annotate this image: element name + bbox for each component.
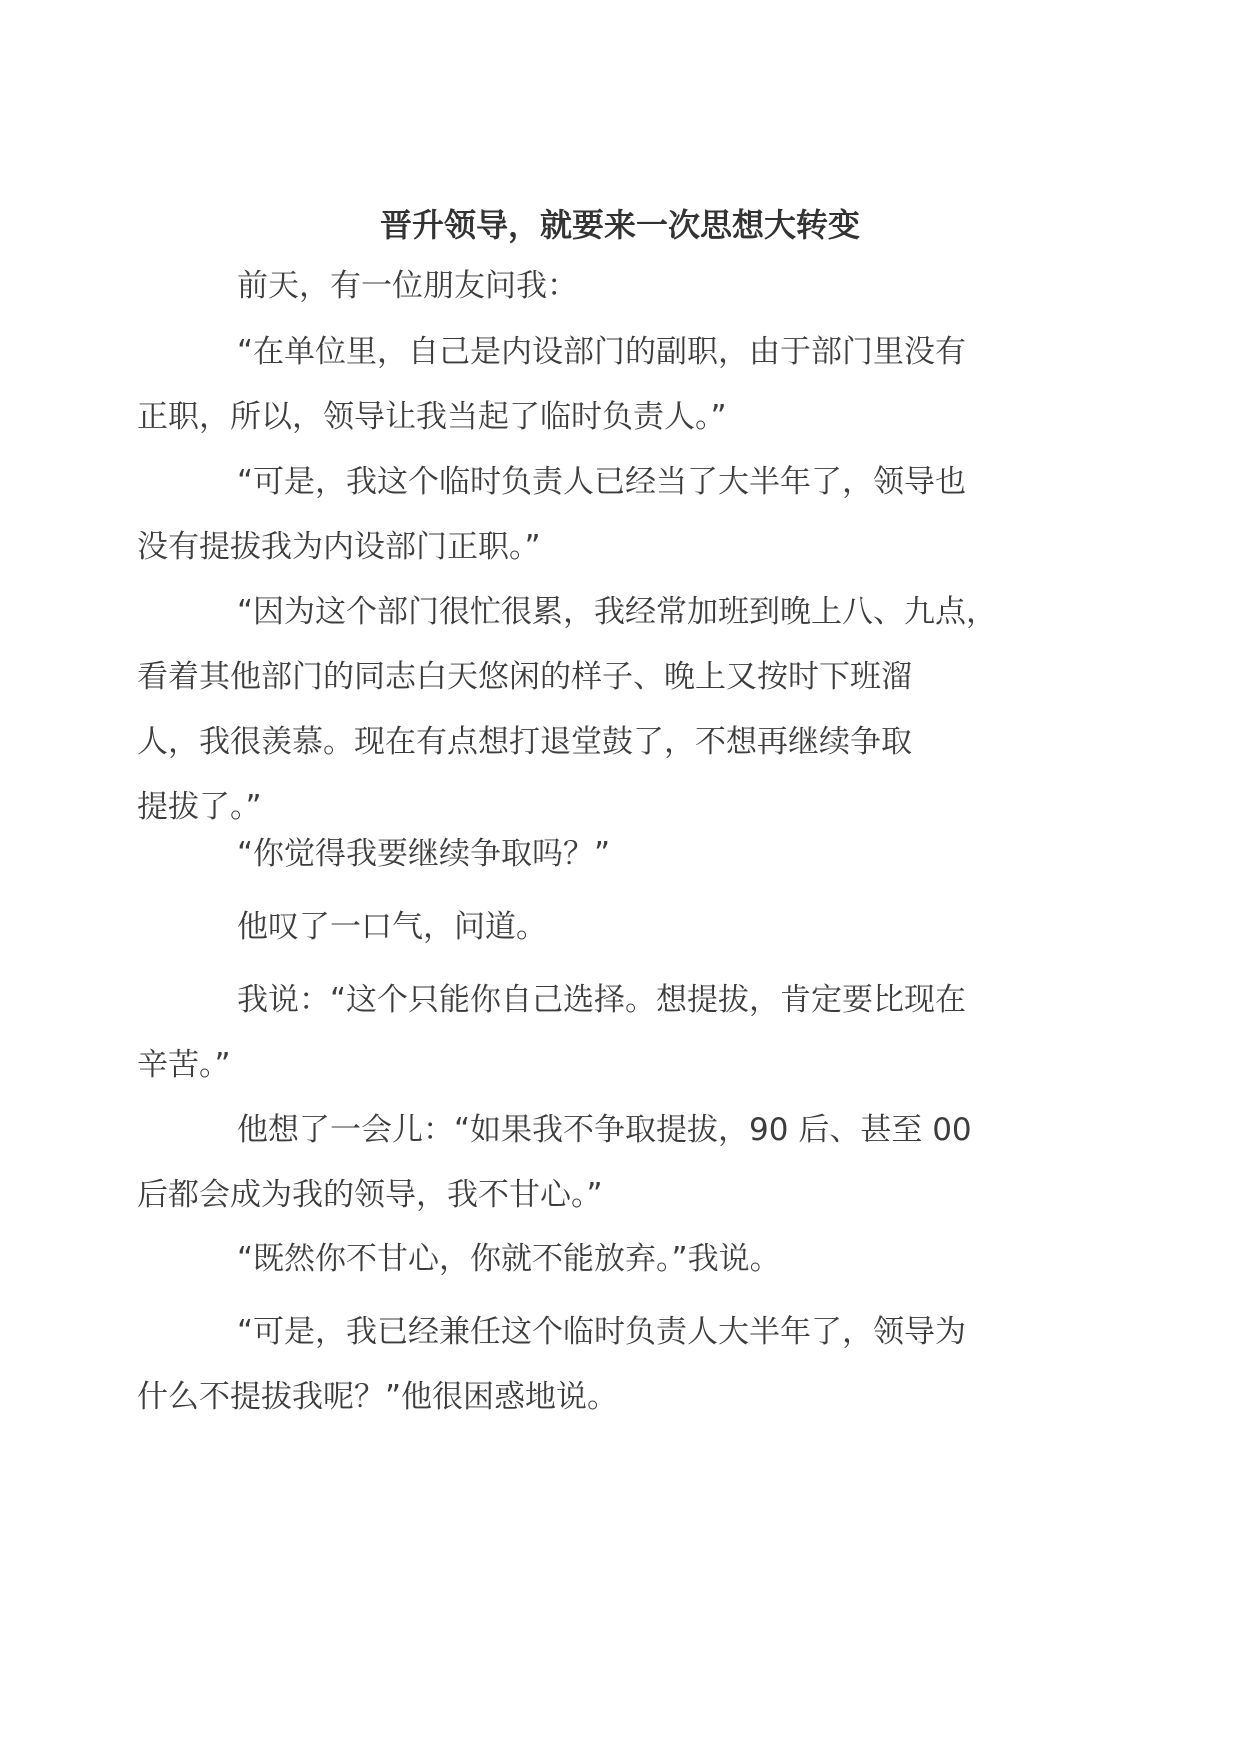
paragraph: [187, 822, 1067, 887]
text-line: 没有提拔我为内设部门正职。”: [137, 529, 541, 565]
paragraph: [187, 254, 1067, 319]
paragraph: [137, 1098, 1067, 1228]
text-line: “因为这个部门很忙很累，我经常加班到晚上八、九点，: [237, 594, 998, 630]
paragraph: [137, 450, 1067, 580]
text-line: 后都会成为我的领导，我不甘心。”: [137, 1177, 603, 1213]
paragraph: [137, 1300, 1067, 1430]
text-line: “既然你不甘心，你就不能放弃。”我说。: [237, 1241, 781, 1277]
paragraph: [137, 580, 1067, 840]
text-line: 正职，所以，领导让我当起了临时负责人。”: [137, 399, 727, 435]
paragraph: [137, 968, 1067, 1098]
text-line: 什么不提拔我呢？”他很困惑地说。: [137, 1379, 619, 1415]
text-line: 我说：“这个只能你自己选择。想提拔，肯定要比现在: [237, 982, 967, 1018]
text-line: 他想了一会儿：“如果我不争取提拔，90 后、甚至 00: [237, 1112, 972, 1148]
text-line: 辛苦。”: [137, 1047, 231, 1083]
paragraph: [187, 1227, 1067, 1292]
text-line: 他叹了一口气，问道。: [237, 909, 547, 945]
text-line: 人，我很羡慕。现在有点想打退堂鼓了，不想再继续争取: [137, 724, 912, 760]
text-line: 前天，有一位朋友问我：: [237, 268, 578, 304]
text-line: 提拔了。”: [137, 789, 262, 825]
document-title: 晋升领导，就要来一次思想大转变: [379, 206, 860, 244]
text-line: “可是，我已经兼任这个临时负责人大半年了，领导为: [237, 1314, 967, 1350]
paragraph: [187, 895, 1067, 960]
text-line: “你觉得我要继续争取吗？”: [237, 836, 611, 872]
paragraph: [137, 320, 1067, 450]
text-line: “可是，我这个临时负责人已经当了大半年了，领导也: [237, 464, 967, 500]
text-line: 看着其他部门的同志白天悠闲的样子、晚上又按时下班溜: [137, 659, 912, 695]
text-line: “在单位里，自己是内设部门的副职，由于部门里没有: [237, 334, 967, 370]
